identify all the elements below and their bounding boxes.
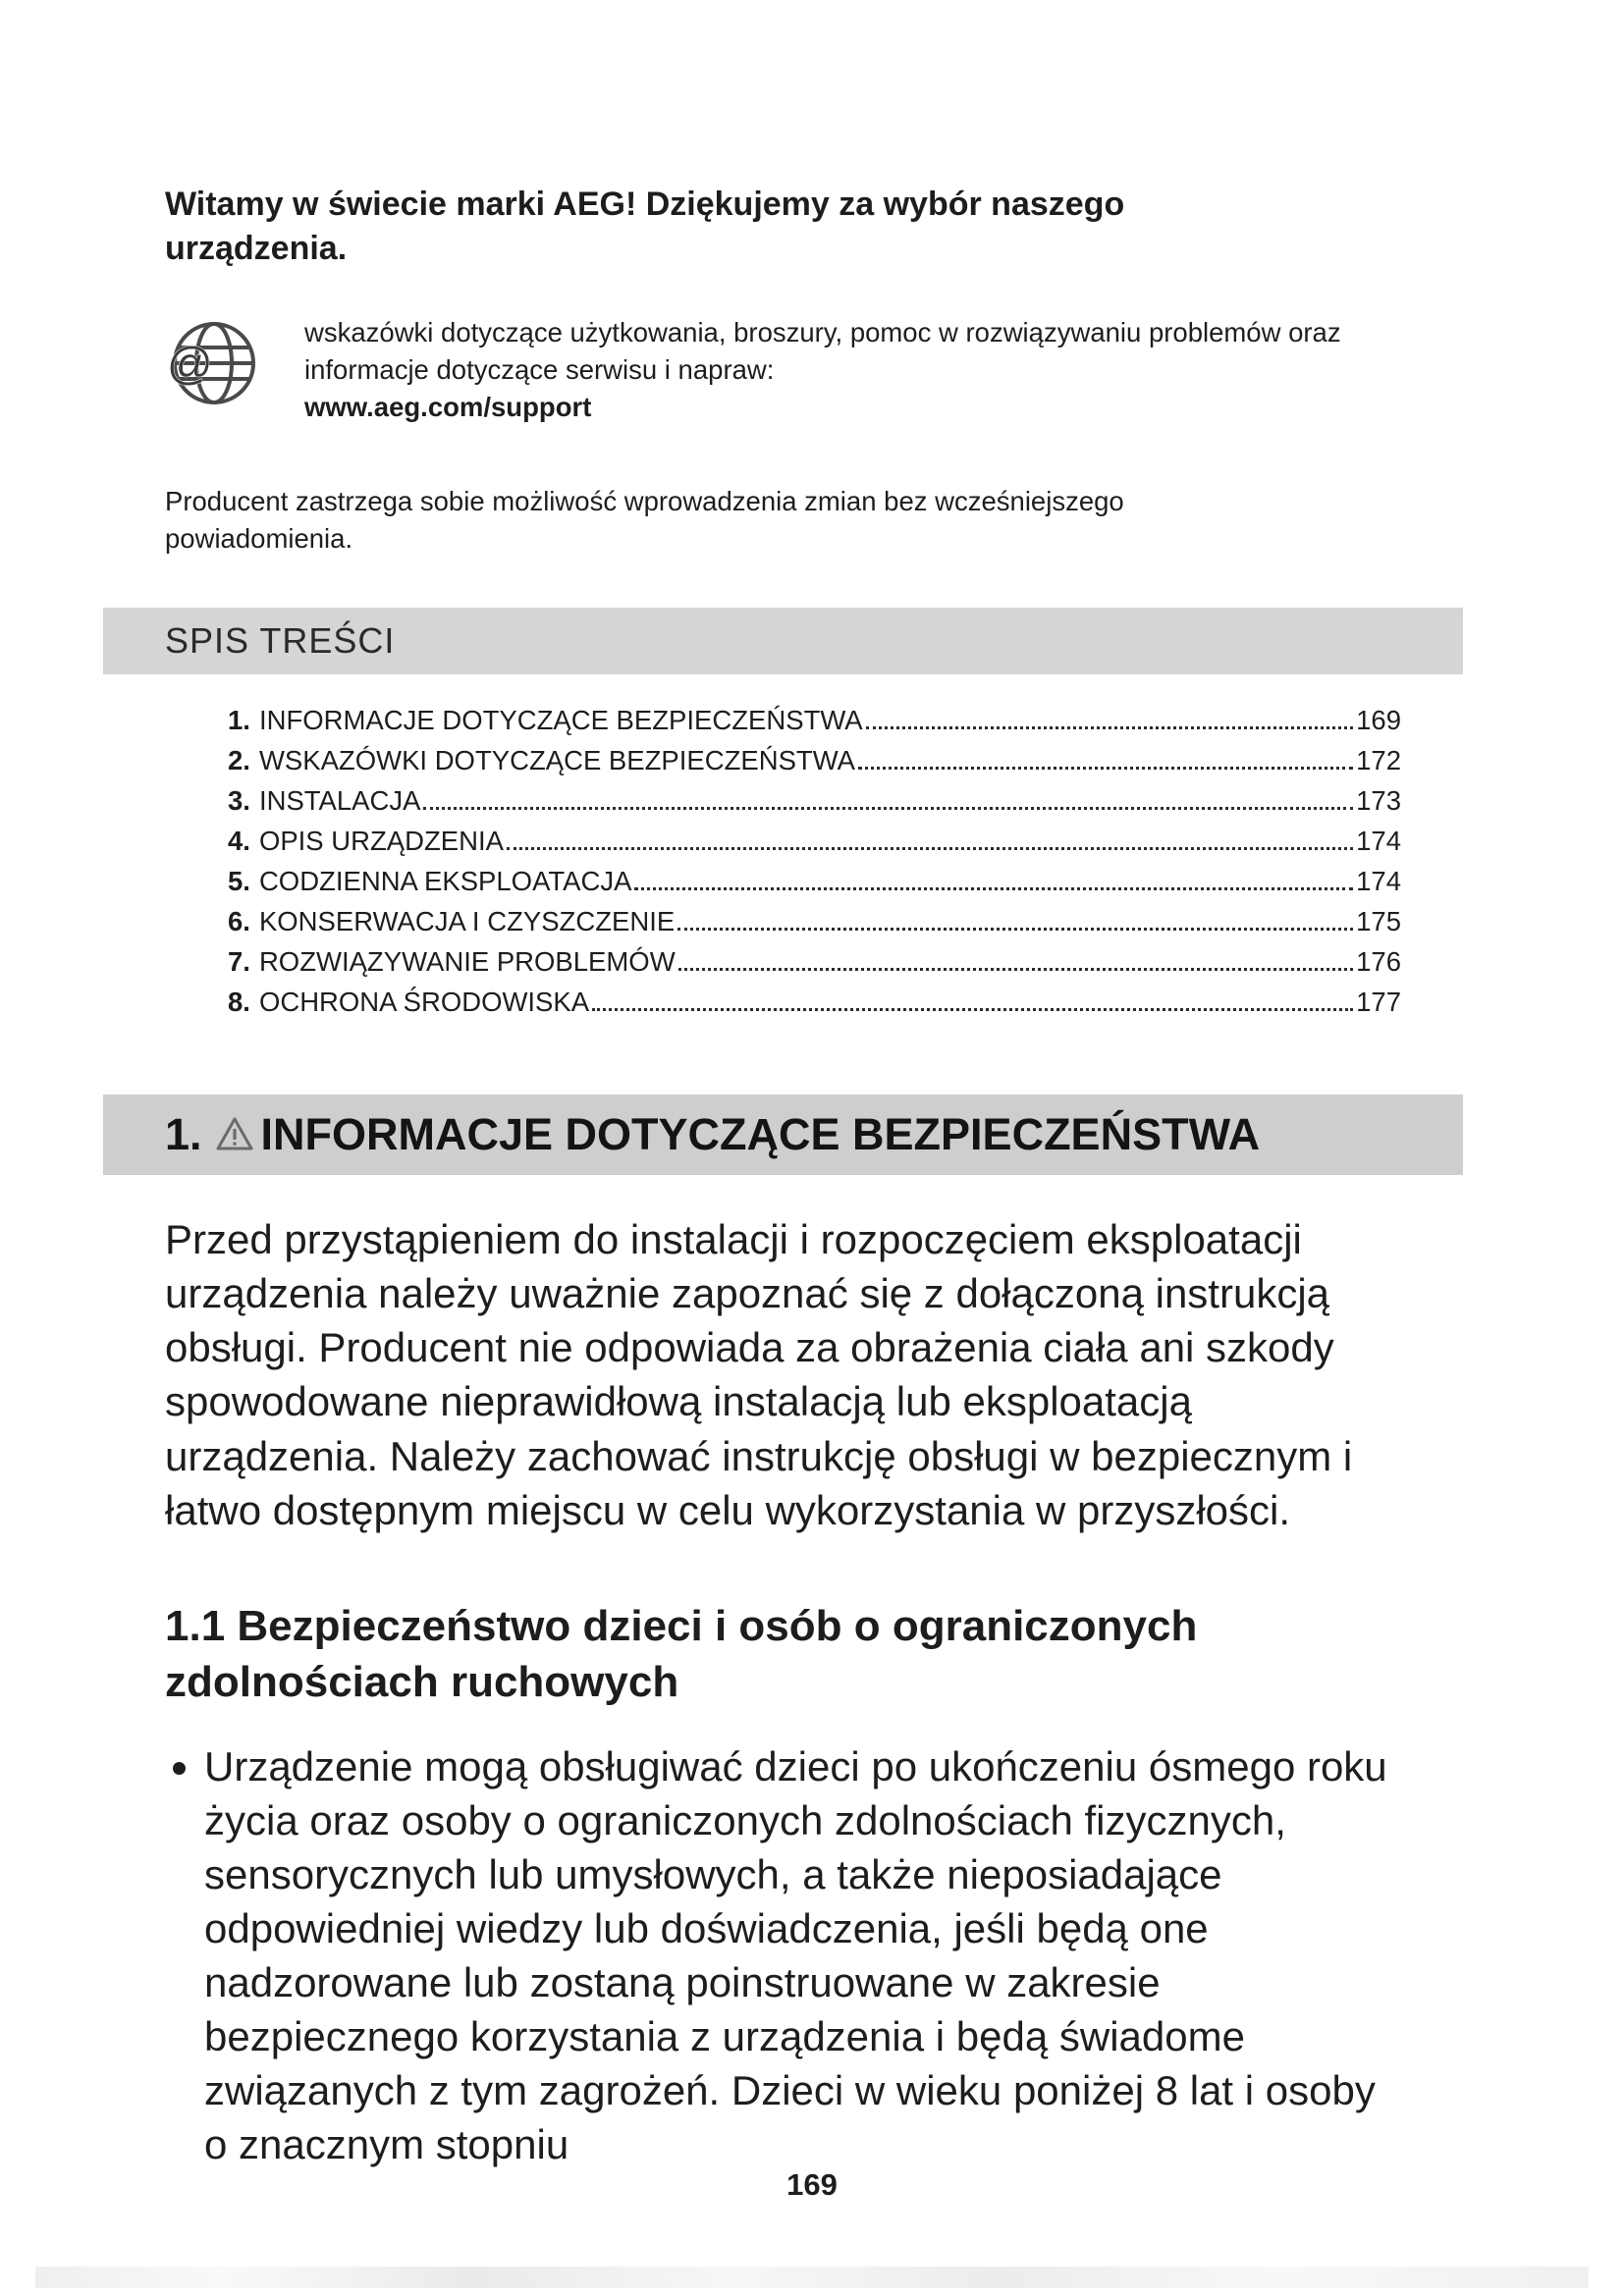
page-number: 169 (786, 2167, 838, 2202)
subsection-1-1-heading: 1.1 Bezpieczeństwo dzieci i osób o ograniczonych zdolnościach ruchowych (165, 1601, 1198, 1706)
toc-entry-page: 174 (1356, 866, 1401, 897)
section-1-number: 1. (165, 1109, 202, 1160)
support-info-row (165, 314, 1403, 426)
toc-entry-label: OCHRONA ŚRODOWISKA (258, 987, 590, 1018)
toc-entry-number: 4. (228, 826, 250, 857)
toc-entry (228, 740, 1401, 780)
toc-entry-label: CODZIENNA EKSPLOATACJA (258, 866, 632, 897)
toc-entry-page: 173 (1356, 785, 1401, 817)
toc-entry (228, 780, 1401, 821)
toc-dot-leader (592, 1008, 1353, 1011)
toc-entry (228, 941, 1401, 982)
toc-entry-number: 3. (228, 785, 250, 817)
toc-entry (228, 700, 1401, 740)
bullet-item: • Urządzenie mogą obsługiwać dzieci po ukończeniu ósmego roku życia oraz osoby o ograniczonych zdolnościach fizycznych, sensorycznych lub umysłowych, a także nieposiadające odpowiedniej wiedzy lub doświadczenia, jeśli będą one nadzorowane lub zostaną poinstruowane w zakresie bezpiecznego korzystania z urządzenia i będą świadome związanych z tym zagrożeń. Dzieci w wieku poniżej 8 lat i osoby o znacznym stopniu (204, 1739, 1403, 2171)
toc-entry (228, 901, 1401, 941)
toc-entry-label: INSTALACJA (258, 785, 421, 817)
subsection-1-1-bullet-list (165, 1739, 1403, 2171)
toc-entry-number: 1. (228, 705, 250, 736)
toc-entry-number: 8. (228, 987, 250, 1018)
toc-dot-leader (423, 807, 1353, 810)
section-1-title: INFORMACJE DOTYCZĄCE BEZPIECZEŃSTWA (260, 1109, 1261, 1160)
manufacturer-disclaimer: Producent zastrzega sobie możliwość wprowadzenia zmian bez wcześniejszego powiadomienia. (165, 485, 1124, 554)
toc-entry-page: 175 (1356, 906, 1401, 937)
toc-entry-number: 6. (228, 906, 250, 937)
globe-at-icon (165, 314, 263, 412)
toc-entry (228, 821, 1401, 861)
toc-entry-page: 176 (1356, 946, 1401, 978)
svg-text:@: @ (167, 337, 213, 389)
toc-entry-number: 7. (228, 946, 250, 978)
toc-entry-page: 169 (1356, 705, 1401, 736)
toc-list (165, 700, 1403, 1022)
toc-heading-bar (103, 608, 1463, 674)
toc-entry (228, 861, 1401, 901)
warning-triangle-icon (216, 1111, 253, 1162)
toc-dot-leader (858, 767, 1353, 770)
toc-dot-leader (507, 847, 1353, 850)
toc-entry-label: INFORMACJE DOTYCZĄCE BEZPIECZEŃSTWA (258, 705, 863, 736)
welcome-title: Witamy w świecie marki AEG! Dziękujemy za wybór naszego urządzenia. (165, 186, 1125, 267)
toc-entry-label: KONSERWACJA I CZYSZCZENIE (258, 906, 676, 937)
section-1-intro-paragraph: Przed przystąpieniem do instalacji i rozpoczęciem eksploatacji urządzenia należy uważnie zapoznać się z dołączoną instrukcją obsługi. Producent nie odpowiada za obrażenia ciała ani szkody spowodowane nieprawidłową instalacją lub eksploatacją urządzenia. Należy zachować instrukcję obsługi w bezpiecznym i łatwo dostępnym miejscu w celu wykorzystania w przyszłości. (165, 1216, 1353, 1533)
toc-dot-leader (634, 887, 1353, 890)
toc-entry-page: 174 (1356, 826, 1401, 857)
support-text-block (304, 314, 1375, 426)
toc-entry-label: OPIS URZĄDZENIA (258, 826, 504, 857)
toc-dot-leader (677, 928, 1353, 931)
toc-dot-leader (678, 968, 1353, 971)
toc-entry-number: 5. (228, 866, 250, 897)
toc-entry-page: 177 (1356, 987, 1401, 1018)
toc-entry-page: 172 (1356, 745, 1401, 776)
support-url: www.aeg.com/support (304, 391, 592, 422)
support-description: wskazówki dotyczące użytkowania, broszury, pomoc w rozwiązywaniu problemów oraz informacje dotyczące serwisu i napraw: (304, 316, 1341, 385)
toc-dot-leader (866, 726, 1353, 729)
toc-entry-number: 2. (228, 745, 250, 776)
scan-artifact-strip (35, 2267, 1589, 2288)
toc-entry-label: WSKAZÓWKI DOTYCZĄCE BEZPIECZEŃSTWA (258, 745, 856, 776)
toc-entry (228, 982, 1401, 1022)
toc-entry-label: ROZWIĄZYWANIE PROBLEMÓW (258, 946, 676, 978)
section-1-heading-bar (103, 1095, 1463, 1175)
toc-heading: SPIS TREŚCI (165, 620, 396, 662)
